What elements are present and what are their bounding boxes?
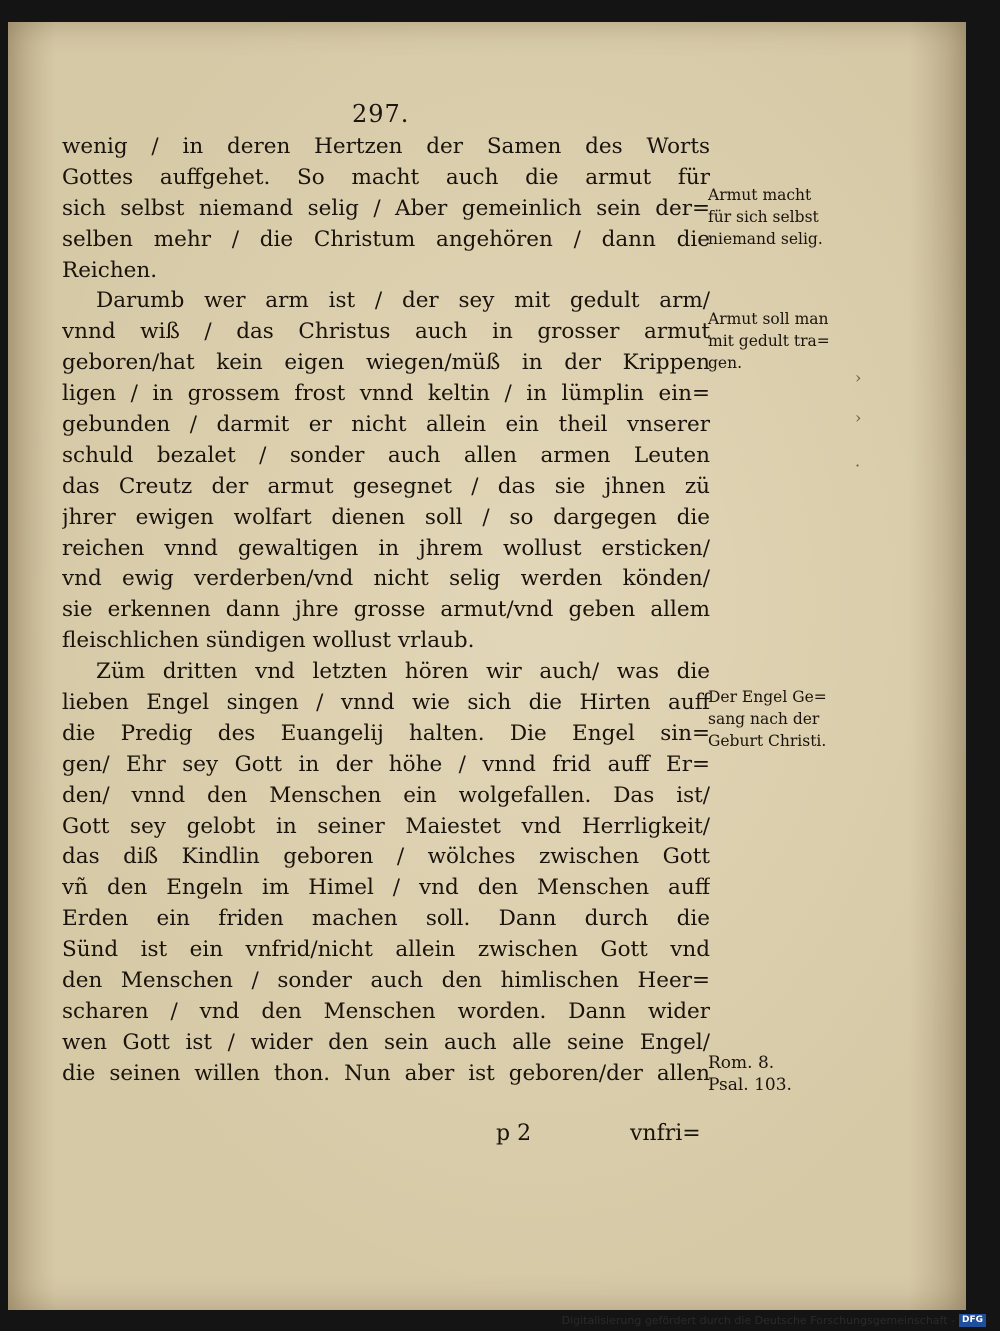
text-line: Gott sey gelobt in seiner Maiestet vnd Herrligkeit/ — [62, 813, 710, 839]
text-line: die Predig des Euangelij halten. Die Engel sin= — [62, 720, 710, 746]
margin-note-line: für sich selbst — [708, 208, 819, 226]
margin-note-line: sang nach der — [708, 710, 820, 728]
text-line: jhrer ewigen wolfart dienen soll / so dargegen die — [62, 504, 710, 530]
text-line: reichen vnnd gewaltigen in jhrem wollust ersticken/ — [62, 535, 710, 561]
text-line: den Menschen / sonder auch den himlischen Heer= — [62, 968, 710, 994]
text-line: das diß Kindlin geboren / wölches zwischen Gott — [62, 844, 710, 870]
catchword: vnfri= — [630, 1121, 701, 1146]
digitization-footer — [562, 1314, 986, 1327]
margin-note-angels-song — [708, 686, 827, 752]
text-line: scharen / vnd den Menschen worden. Dann wider — [62, 998, 710, 1024]
text-line: selben mehr / die Christum angehören / dann die — [62, 226, 710, 252]
margin-note-line: mit gedult tra= — [708, 332, 830, 350]
text-line: geboren/hat kein eigen wiegen/müß in der Krippen — [62, 350, 710, 376]
margin-note-poverty — [708, 184, 823, 250]
margin-note-line: niemand selig. — [708, 230, 823, 248]
footer-text: Digitalisierung gefördert durch die Deutsche Forschungsgemeinschaft - — [561, 1314, 955, 1327]
text-line: schuld bezalet / sonder auch allen armen Leuten — [62, 442, 710, 468]
margin-mark: › — [855, 408, 862, 427]
page-number: 297. — [352, 100, 410, 128]
text-line: vnd ewig verderben/vnd nicht selig werden könden/ — [62, 566, 710, 592]
text-line: wen Gott ist / wider den sein auch alle seine Engel/ — [62, 1029, 710, 1055]
margin-note-line: Psal. 103. — [708, 1075, 792, 1095]
margin-mark: › — [855, 368, 862, 387]
text-line: ligen / in grossem frost vnnd keltin / in lümplin ein= — [62, 381, 710, 407]
text-line: Darumb wer arm ist / der sey mit gedult arm/ — [96, 288, 710, 314]
text-line: vñ den Engeln im Himel / vnd den Menschen auff — [62, 875, 710, 901]
margin-note-patience — [708, 308, 830, 374]
margin-note-line: Armut soll man — [708, 310, 829, 328]
text-line: vnnd wiß / das Christus auch in grosser armut — [62, 319, 710, 345]
text-line: das Creutz der armut gesegnet / das sie jhnen zü — [62, 473, 710, 499]
text-line: wenig / in deren Hertzen der Samen des Worts — [62, 134, 710, 159]
text-line: Erden ein friden machen soll. Dann durch die — [62, 906, 710, 932]
text-line: lieben Engel singen / vnnd wie sich die Hirten auff — [62, 690, 710, 716]
margin-note-line: Rom. 8. — [708, 1053, 775, 1073]
dfg-logo-icon: DFG — [959, 1314, 986, 1327]
margin-note-references — [708, 1052, 792, 1096]
text-line: die seinen willen thon. Nun aber ist geboren/der allen — [62, 1060, 710, 1086]
margin-note-line: Der Engel Ge= — [708, 688, 827, 706]
text-line: fleischlichen sündigen wollust vrlaub. — [62, 628, 475, 654]
text-line: sich selbst niemand selig / Aber gemeinlich sein der= — [62, 195, 710, 221]
margin-note-line: Armut macht — [708, 186, 812, 204]
text-line: Reichen. — [62, 257, 158, 283]
text-line: sie erkennen dann jhre grosse armut/vnd geben allem — [62, 597, 710, 623]
text-line: gen/ Ehr sey Gott in der höhe / vnnd frid auff Er= — [62, 751, 710, 777]
body-text — [62, 132, 710, 1090]
margin-mark: · — [855, 456, 861, 475]
signature-mark: p 2 — [496, 1121, 532, 1146]
text-line: gebunden / darmit er nicht allein ein theil vnserer — [62, 412, 710, 438]
text-line: Züm dritten vnd letzten hören wir auch/ was die — [96, 659, 710, 685]
text-line: Gottes auffgehet. So macht auch die armut für — [62, 164, 710, 190]
margin-note-line: Geburt Christi. — [708, 732, 827, 750]
text-line: Sünd ist ein vnfrid/nicht allein zwischen Gott vnd — [62, 937, 710, 963]
text-line: den/ vnnd den Menschen ein wolgefallen. Das ist/ — [62, 782, 710, 808]
margin-note-line: gen. — [708, 354, 743, 372]
